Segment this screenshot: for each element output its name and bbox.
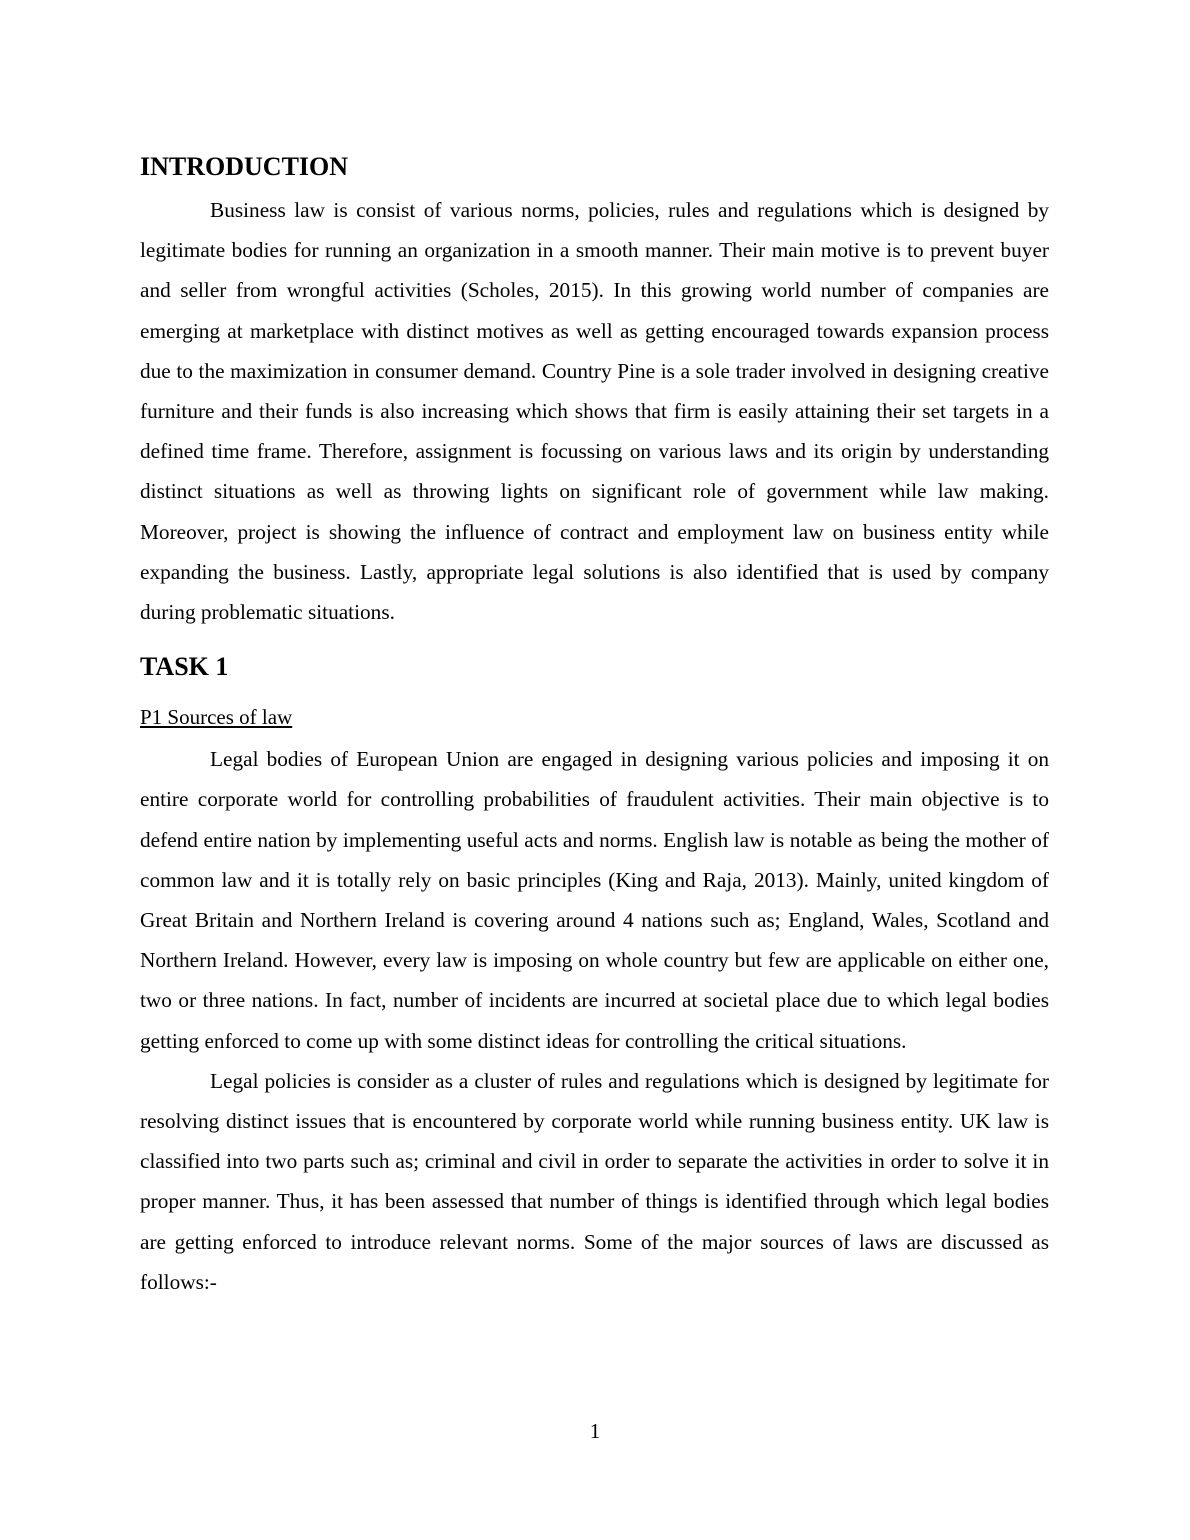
task1-paragraph-2: Legal policies is consider as a cluster of rules and regulations which is designed by legitimate for resolving distinct issues that is encountered by corporate world while running business entity. UK law is classified into two parts such as; criminal and civil in order to separate the activities in order to solve it in proper manner. Thus, it has been assessed that number of things is identified through which legal bodies are getting enforced to introduce relevant norms. Some of the major sources of laws are discussed as follows:- bbox=[140, 1068, 1049, 1294]
sources-of-law-subheading: P1 Sources of law bbox=[140, 705, 293, 730]
introduction-paragraph: Business law is consist of various norms, policies, rules and regulations which is designed by legitimate bodies for running an organization in a smooth manner. Their main motive is to prevent buyer and seller from wrongful activities (Scholes, 2015). In this growing world number of companies are emerging at marketplace with distinct motives as well as getting encouraged towards expansion process due to the maximization in consumer demand. Country Pine is a sole trader involved in designing creative furniture and their funds is also increasing which shows that firm is easily attaining their set targets in a defined time frame. Therefore, assignment is focussing on various laws and its origin by understanding distinct situations as well as throwing lights on significant role of government while law making. Moreover, project is showing the influence of contract and employment law on business entity while expanding the business. Lastly, appropriate legal solutions is also identified that is used by company during problematic situations. bbox=[140, 198, 1049, 625]
task1-heading: TASK 1 bbox=[140, 652, 229, 682]
page-content bbox=[140, 150, 1049, 1302]
introduction-heading: INTRODUCTION bbox=[140, 152, 349, 181]
page-number: 1 bbox=[589, 1419, 601, 1443]
task1-paragraph-1: Legal bodies of European Union are engaged in designing various policies and imposing it on entire corporate world for controlling probabilities of fraudulent activities. Their main objective is to defend entire nation by implementing useful acts and norms. English law is notable as being the mother of common law and it is totally rely on basic principles (King and Raja, 2013). Mainly, united kingdom of Great Britain and Northern Ireland is covering around 4 nations such as; England, Wales, Scotland and Northern Ireland. However, every law is imposing on whole country but few are applicable on either one, two or three nations. In fact, number of incidents are incurred at societal place due to which legal bodies getting enforced to come up with some distinct ideas for controlling the critical situations. bbox=[140, 747, 1049, 1053]
